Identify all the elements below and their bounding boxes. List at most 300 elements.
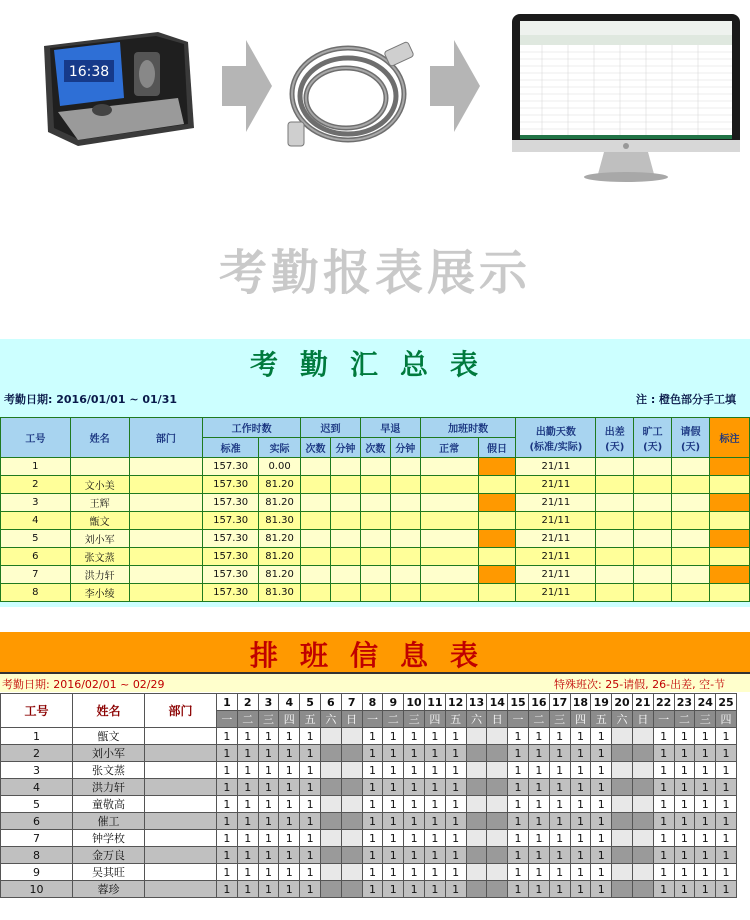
shift-cell[interactable]: 1 [716,745,737,762]
cell-late-times[interactable] [301,476,331,494]
shift-cell[interactable]: 1 [258,728,279,745]
cell-dept[interactable] [129,584,203,602]
cell-early-times[interactable] [360,512,390,530]
cell-actual-hours[interactable]: 81.20 [259,548,301,566]
shift-cell[interactable]: 1 [508,864,529,881]
shift-cell[interactable]: 1 [695,762,716,779]
shift-cell[interactable]: 1 [695,830,716,847]
shift-cell[interactable]: 1 [445,847,466,864]
cell-remark[interactable] [709,530,749,548]
shift-cell[interactable]: 1 [716,779,737,796]
cell-early-times[interactable] [360,584,390,602]
cell-standard-hours[interactable]: 157.30 [203,566,259,584]
shift-cell[interactable]: 1 [383,796,404,813]
shift-cell[interactable] [487,864,508,881]
shift-cell[interactable]: 1 [279,728,300,745]
cell-leave[interactable] [672,476,710,494]
shift-cell[interactable]: 1 [383,745,404,762]
cell-attend-days[interactable]: 21/11 [516,530,596,548]
shift-cell[interactable]: 1 [424,813,445,830]
cell-early-minutes[interactable] [390,512,420,530]
shift-cell[interactable]: 1 [508,762,529,779]
shift-cell[interactable]: 1 [695,779,716,796]
shift-cell[interactable]: 1 [362,796,383,813]
shift-cell[interactable]: 1 [570,864,591,881]
cell-name[interactable]: 蓉珍 [73,881,145,898]
cell-standard-hours[interactable]: 157.30 [203,494,259,512]
cell-dept[interactable] [129,494,203,512]
shift-cell[interactable]: 1 [508,813,529,830]
cell-early-minutes[interactable] [390,476,420,494]
cell-absent[interactable] [634,512,672,530]
shift-cell[interactable]: 1 [591,813,612,830]
shift-cell[interactable]: 1 [528,796,549,813]
cell-attend-days[interactable]: 21/11 [516,566,596,584]
shift-cell[interactable] [341,881,362,898]
shift-cell[interactable]: 1 [217,813,238,830]
shift-cell[interactable]: 1 [653,881,674,898]
shift-cell[interactable]: 1 [716,728,737,745]
shift-cell[interactable] [320,728,341,745]
shift-cell[interactable]: 1 [528,762,549,779]
shift-cell[interactable] [612,728,633,745]
shift-cell[interactable]: 1 [258,864,279,881]
cell-id[interactable]: 3 [1,494,71,512]
shift-cell[interactable]: 1 [445,830,466,847]
shift-cell[interactable] [632,796,653,813]
shift-cell[interactable]: 1 [508,830,529,847]
shift-cell[interactable] [612,745,633,762]
cell-late-times[interactable] [301,566,331,584]
shift-cell[interactable]: 1 [300,728,321,745]
shift-cell[interactable] [341,762,362,779]
cell-attend-days[interactable]: 21/11 [516,494,596,512]
shift-cell[interactable]: 1 [549,796,570,813]
cell-id[interactable]: 6 [1,813,73,830]
shift-cell[interactable]: 1 [404,881,425,898]
shift-cell[interactable] [487,796,508,813]
shift-cell[interactable]: 1 [237,864,258,881]
cell-trip[interactable] [596,548,634,566]
shift-cell[interactable]: 1 [695,864,716,881]
cell-early-minutes[interactable] [390,584,420,602]
cell-early-times[interactable] [360,548,390,566]
cell-dept[interactable] [145,813,217,830]
shift-cell[interactable] [320,847,341,864]
shift-cell[interactable]: 1 [217,796,238,813]
shift-cell[interactable]: 1 [279,813,300,830]
cell-name[interactable]: 催工 [73,813,145,830]
shift-cell[interactable]: 1 [424,847,445,864]
shift-cell[interactable]: 1 [237,813,258,830]
cell-name[interactable]: 李小绫 [70,584,129,602]
cell-leave[interactable] [672,494,710,512]
shift-cell[interactable]: 1 [404,847,425,864]
shift-cell[interactable]: 1 [300,830,321,847]
cell-leave[interactable] [672,512,710,530]
shift-cell[interactable]: 1 [279,864,300,881]
shift-cell[interactable]: 1 [653,728,674,745]
shift-cell[interactable]: 1 [404,728,425,745]
cell-attend-days[interactable]: 21/11 [516,476,596,494]
cell-name[interactable]: 童敬高 [73,796,145,813]
cell-ot-normal[interactable] [420,584,478,602]
cell-ot-holiday[interactable] [478,548,516,566]
cell-ot-normal[interactable] [420,494,478,512]
shift-cell[interactable]: 1 [383,847,404,864]
shift-cell[interactable]: 1 [237,847,258,864]
cell-dept[interactable] [129,476,203,494]
cell-dept[interactable] [129,530,203,548]
shift-cell[interactable] [612,779,633,796]
shift-cell[interactable]: 1 [258,813,279,830]
shift-cell[interactable]: 1 [383,830,404,847]
shift-cell[interactable]: 1 [528,830,549,847]
cell-id[interactable]: 6 [1,548,71,566]
cell-ot-normal[interactable] [420,548,478,566]
cell-dept[interactable] [129,512,203,530]
shift-cell[interactable]: 1 [549,813,570,830]
shift-cell[interactable]: 1 [237,796,258,813]
shift-cell[interactable]: 1 [591,728,612,745]
cell-ot-normal[interactable] [420,530,478,548]
shift-cell[interactable]: 1 [217,847,238,864]
shift-cell[interactable] [632,779,653,796]
shift-cell[interactable]: 1 [528,847,549,864]
shift-cell[interactable]: 1 [695,728,716,745]
shift-cell[interactable]: 1 [591,762,612,779]
cell-actual-hours[interactable]: 81.30 [259,584,301,602]
shift-cell[interactable]: 1 [237,779,258,796]
cell-dept[interactable] [145,728,217,745]
shift-cell[interactable] [632,864,653,881]
shift-cell[interactable]: 1 [508,745,529,762]
shift-cell[interactable]: 1 [362,847,383,864]
shift-cell[interactable] [612,830,633,847]
shift-cell[interactable]: 1 [570,745,591,762]
shift-cell[interactable]: 1 [570,779,591,796]
cell-absent[interactable] [634,584,672,602]
shift-cell[interactable]: 1 [279,779,300,796]
shift-cell[interactable]: 1 [549,745,570,762]
cell-name[interactable]: 王辉 [70,494,129,512]
shift-cell[interactable]: 1 [674,745,695,762]
shift-cell[interactable] [487,813,508,830]
shift-cell[interactable]: 1 [549,728,570,745]
cell-leave[interactable] [672,530,710,548]
cell-id[interactable]: 5 [1,530,71,548]
cell-late-minutes[interactable] [330,458,360,476]
shift-cell[interactable] [612,796,633,813]
shift-cell[interactable] [487,745,508,762]
shift-cell[interactable]: 1 [549,779,570,796]
cell-attend-days[interactable]: 21/11 [516,584,596,602]
shift-cell[interactable]: 1 [217,762,238,779]
cell-remark[interactable] [709,494,749,512]
shift-cell[interactable]: 1 [591,847,612,864]
shift-cell[interactable]: 1 [424,796,445,813]
shift-cell[interactable]: 1 [300,762,321,779]
cell-late-minutes[interactable] [330,530,360,548]
cell-id[interactable]: 3 [1,762,73,779]
shift-cell[interactable]: 1 [217,728,238,745]
cell-actual-hours[interactable]: 81.30 [259,512,301,530]
shift-cell[interactable]: 1 [279,745,300,762]
shift-cell[interactable]: 1 [674,864,695,881]
shift-cell[interactable] [320,745,341,762]
cell-ot-holiday[interactable] [478,530,516,548]
shift-cell[interactable]: 1 [237,762,258,779]
shift-cell[interactable]: 1 [674,728,695,745]
shift-cell[interactable]: 1 [300,881,321,898]
shift-cell[interactable]: 1 [279,847,300,864]
cell-late-times[interactable] [301,548,331,566]
cell-name[interactable]: 金万良 [73,847,145,864]
shift-cell[interactable]: 1 [300,864,321,881]
shift-cell[interactable]: 1 [237,745,258,762]
shift-cell[interactable]: 1 [217,881,238,898]
cell-dept[interactable] [145,762,217,779]
cell-dept[interactable] [129,458,203,476]
cell-name[interactable]: 文小美 [70,476,129,494]
cell-ot-holiday[interactable] [478,458,516,476]
shift-cell[interactable] [612,847,633,864]
shift-cell[interactable]: 1 [258,847,279,864]
shift-cell[interactable]: 1 [424,830,445,847]
shift-cell[interactable]: 1 [591,745,612,762]
cell-actual-hours[interactable]: 81.20 [259,566,301,584]
shift-cell[interactable]: 1 [237,881,258,898]
cell-id[interactable]: 2 [1,476,71,494]
shift-cell[interactable] [320,779,341,796]
shift-cell[interactable]: 1 [695,796,716,813]
cell-name[interactable]: 刘小军 [73,745,145,762]
cell-actual-hours[interactable]: 0.00 [259,458,301,476]
shift-cell[interactable] [632,728,653,745]
shift-cell[interactable]: 1 [404,796,425,813]
shift-cell[interactable]: 1 [653,847,674,864]
shift-cell[interactable]: 1 [674,847,695,864]
shift-cell[interactable]: 1 [362,864,383,881]
cell-dept[interactable] [145,881,217,898]
cell-attend-days[interactable]: 21/11 [516,458,596,476]
shift-cell[interactable] [466,779,487,796]
cell-remark[interactable] [709,584,749,602]
shift-cell[interactable]: 1 [528,813,549,830]
cell-remark[interactable] [709,476,749,494]
shift-cell[interactable]: 1 [383,728,404,745]
shift-cell[interactable]: 1 [591,779,612,796]
cell-name[interactable]: 甑文 [73,728,145,745]
shift-cell[interactable]: 1 [362,728,383,745]
shift-cell[interactable]: 1 [674,813,695,830]
shift-cell[interactable]: 1 [716,830,737,847]
cell-trip[interactable] [596,530,634,548]
cell-id[interactable]: 8 [1,847,73,864]
shift-cell[interactable]: 1 [404,762,425,779]
cell-ot-holiday[interactable] [478,476,516,494]
cell-id[interactable]: 9 [1,864,73,881]
shift-cell[interactable] [341,779,362,796]
cell-dept[interactable] [145,830,217,847]
shift-cell[interactable]: 1 [653,796,674,813]
shift-cell[interactable]: 1 [258,745,279,762]
shift-cell[interactable]: 1 [508,796,529,813]
shift-cell[interactable]: 1 [445,864,466,881]
shift-cell[interactable]: 1 [674,830,695,847]
cell-standard-hours[interactable]: 157.30 [203,512,259,530]
shift-cell[interactable] [320,813,341,830]
cell-early-times[interactable] [360,476,390,494]
shift-cell[interactable]: 1 [591,830,612,847]
cell-ot-normal[interactable] [420,476,478,494]
shift-cell[interactable] [466,813,487,830]
cell-leave[interactable] [672,548,710,566]
shift-cell[interactable] [320,796,341,813]
shift-cell[interactable]: 1 [217,779,238,796]
shift-cell[interactable]: 1 [695,813,716,830]
shift-cell[interactable]: 1 [570,881,591,898]
cell-trip[interactable] [596,566,634,584]
cell-early-minutes[interactable] [390,530,420,548]
shift-cell[interactable]: 1 [258,779,279,796]
shift-cell[interactable]: 1 [716,762,737,779]
cell-ot-normal[interactable] [420,512,478,530]
cell-id[interactable]: 10 [1,881,73,898]
shift-cell[interactable]: 1 [404,864,425,881]
shift-cell[interactable]: 1 [445,796,466,813]
shift-cell[interactable]: 1 [653,762,674,779]
shift-cell[interactable]: 1 [279,796,300,813]
shift-cell[interactable]: 1 [591,864,612,881]
cell-early-times[interactable] [360,494,390,512]
shift-cell[interactable] [487,779,508,796]
shift-cell[interactable]: 1 [258,762,279,779]
cell-actual-hours[interactable]: 81.20 [259,476,301,494]
shift-cell[interactable]: 1 [362,830,383,847]
cell-dept[interactable] [145,847,217,864]
cell-ot-holiday[interactable] [478,512,516,530]
shift-cell[interactable]: 1 [383,813,404,830]
cell-name[interactable]: 钟学枚 [73,830,145,847]
cell-dept[interactable] [129,566,203,584]
cell-id[interactable]: 1 [1,728,73,745]
cell-remark[interactable] [709,458,749,476]
cell-leave[interactable] [672,584,710,602]
shift-cell[interactable]: 1 [549,864,570,881]
cell-ot-holiday[interactable] [478,566,516,584]
shift-cell[interactable] [487,847,508,864]
cell-dept[interactable] [145,745,217,762]
cell-dept[interactable] [145,779,217,796]
shift-cell[interactable]: 1 [424,881,445,898]
shift-cell[interactable] [320,762,341,779]
shift-cell[interactable]: 1 [716,813,737,830]
cell-id[interactable]: 4 [1,779,73,796]
cell-name[interactable]: 张文蒸 [70,548,129,566]
cell-standard-hours[interactable]: 157.30 [203,458,259,476]
cell-early-minutes[interactable] [390,494,420,512]
shift-cell[interactable]: 1 [528,745,549,762]
shift-cell[interactable] [487,762,508,779]
shift-cell[interactable]: 1 [716,881,737,898]
cell-trip[interactable] [596,476,634,494]
shift-cell[interactable]: 1 [528,864,549,881]
shift-cell[interactable]: 1 [674,881,695,898]
cell-standard-hours[interactable]: 157.30 [203,548,259,566]
shift-cell[interactable]: 1 [508,779,529,796]
shift-cell[interactable]: 1 [528,728,549,745]
cell-early-minutes[interactable] [390,548,420,566]
shift-cell[interactable]: 1 [695,745,716,762]
shift-cell[interactable] [632,745,653,762]
shift-cell[interactable]: 1 [549,847,570,864]
shift-cell[interactable]: 1 [570,830,591,847]
cell-late-minutes[interactable] [330,512,360,530]
cell-ot-normal[interactable] [420,458,478,476]
cell-late-times[interactable] [301,512,331,530]
shift-cell[interactable] [466,864,487,881]
cell-absent[interactable] [634,530,672,548]
shift-cell[interactable]: 1 [445,813,466,830]
shift-cell[interactable]: 1 [279,762,300,779]
shift-cell[interactable]: 1 [445,762,466,779]
cell-trip[interactable] [596,512,634,530]
shift-cell[interactable]: 1 [549,881,570,898]
shift-cell[interactable] [487,881,508,898]
cell-absent[interactable] [634,494,672,512]
shift-cell[interactable] [341,847,362,864]
shift-cell[interactable]: 1 [716,796,737,813]
cell-name[interactable]: 吴其旺 [73,864,145,881]
shift-cell[interactable]: 1 [237,830,258,847]
cell-early-times[interactable] [360,530,390,548]
shift-cell[interactable]: 1 [674,796,695,813]
shift-cell[interactable]: 1 [404,830,425,847]
cell-late-times[interactable] [301,458,331,476]
shift-cell[interactable]: 1 [549,762,570,779]
cell-actual-hours[interactable]: 81.20 [259,530,301,548]
cell-id[interactable]: 7 [1,566,71,584]
shift-cell[interactable]: 1 [258,830,279,847]
shift-cell[interactable] [632,762,653,779]
cell-late-minutes[interactable] [330,476,360,494]
shift-cell[interactable]: 1 [570,796,591,813]
cell-absent[interactable] [634,458,672,476]
cell-standard-hours[interactable]: 157.30 [203,530,259,548]
shift-cell[interactable]: 1 [570,813,591,830]
shift-cell[interactable] [487,728,508,745]
shift-cell[interactable]: 1 [404,779,425,796]
cell-id[interactable]: 4 [1,512,71,530]
cell-ot-holiday[interactable] [478,584,516,602]
shift-cell[interactable]: 1 [300,796,321,813]
shift-cell[interactable]: 1 [237,728,258,745]
cell-early-minutes[interactable] [390,458,420,476]
shift-cell[interactable]: 1 [383,864,404,881]
shift-cell[interactable]: 1 [217,745,238,762]
cell-absent[interactable] [634,548,672,566]
cell-late-minutes[interactable] [330,566,360,584]
shift-cell[interactable]: 1 [404,813,425,830]
shift-cell[interactable] [632,847,653,864]
shift-cell[interactable] [320,881,341,898]
shift-cell[interactable]: 1 [653,830,674,847]
cell-id[interactable]: 7 [1,830,73,847]
shift-cell[interactable] [632,813,653,830]
shift-cell[interactable]: 1 [445,745,466,762]
shift-cell[interactable]: 1 [445,779,466,796]
